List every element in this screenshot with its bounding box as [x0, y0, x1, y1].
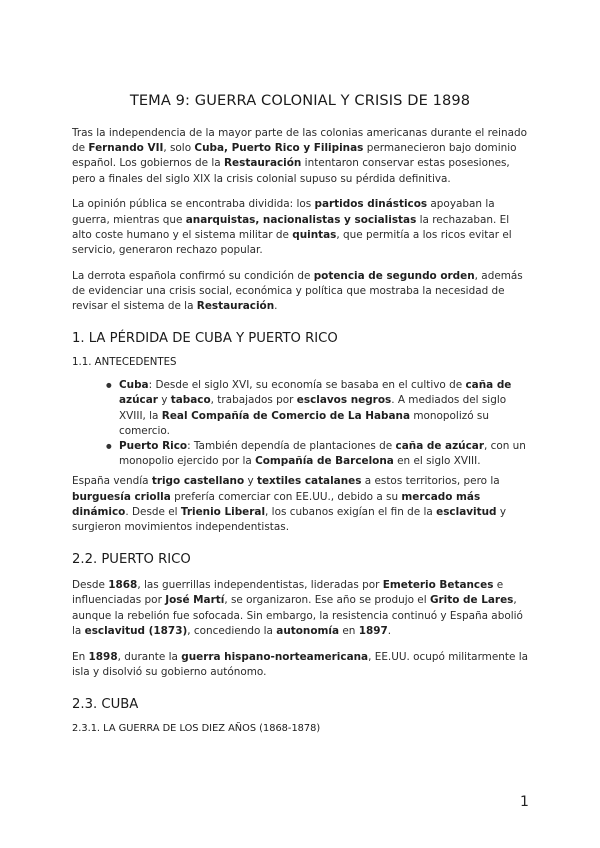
- bold-term: potencia de segundo orden: [313, 269, 475, 282]
- bold-term: esclavitud: [436, 505, 497, 518]
- bold-term: Real Compañía de Comercio de La Habana: [161, 409, 411, 422]
- bold-term: 1897: [358, 624, 388, 637]
- list-item-cuba: ● Cuba: Desde el siglo XVI, su economía se basaba en el cultivo de caña de azúcar y tabaco, trabajados por esclavos negros. A mediados del siglo XVIII, la Real Compañía de Comercio de La Habana monopolizó su comercio.: [106, 378, 528, 439]
- bold-term: autonomía: [276, 624, 340, 637]
- bold-term: burguesía criolla: [72, 490, 171, 503]
- bold-term: Grito de Lares: [429, 594, 514, 607]
- bold-term: Compañía de Barcelona: [255, 455, 394, 468]
- bold-term: trigo castellano: [151, 475, 245, 488]
- document-page: [72, 92, 528, 734]
- bold-term: caña de azúcar: [119, 379, 512, 407]
- section-1-heading: 1. LA PÉRDIDA DE CUBA Y PUERTO RICO: [72, 331, 338, 347]
- section-2-2-heading: 2.2. PUERTO RICO: [72, 552, 191, 568]
- intro-paragraph-3: La derrota española confirmó su condición de potencia de segundo orden, además de evidenciar una crisis social, económica y política que mostraba la necesidad de revisar el sistema de la Restauración.: [72, 269, 523, 313]
- antecedentes-paragraph: España vendía trigo castellano y textiles catalanes a estos territorios, pero la burguesía criolla prefería comerciar con EE.UU., debido a su mercado más dinámico. Desde el Trienio Liberal, los cubanos exigían el fin de la esclavitud y surgieron movimientos independentistas.: [72, 475, 507, 534]
- subsection-1-1-heading: 1.1. ANTECEDENTES: [72, 357, 177, 369]
- bold-term: quintas: [292, 228, 337, 241]
- bold-term: caña de azúcar: [395, 440, 484, 453]
- section-2-3-heading: 2.3. CUBA: [72, 696, 139, 712]
- page-number: 1: [520, 794, 529, 810]
- subsection-2-3-1-heading: 2.3.1. LA GUERRA DE LOS DIEZ AÑOS (1868-1878): [72, 722, 321, 734]
- bold-term: mercado más dinámico: [72, 490, 481, 518]
- antecedentes-list: [72, 378, 528, 469]
- puerto-rico-paragraph-1: Desde 1868, las guerrillas independentistas, lideradas por Emeterio Betances e influenciadas por José Martí, se organizaron. Ese año se produjo el Grito de Lares, aunque la rebelión fue sofocada. Sin embargo, la resistencia continuó y España abolió la esclavitud (1873), concediendo la autonomía en 1897.: [72, 579, 523, 637]
- bold-term: Trienio Liberal: [180, 505, 266, 518]
- bold-term: Fernando VII: [88, 142, 164, 155]
- bold-term: esclavitud (1873): [84, 624, 188, 637]
- bold-term: 1868: [108, 579, 138, 592]
- bold-term: anarquistas, nacionalistas y socialistas: [185, 213, 417, 226]
- bold-term: Puerto Rico: [119, 440, 188, 453]
- bold-term: esclavos negros: [296, 394, 392, 407]
- puerto-rico-paragraph-2: En 1898, durante la guerra hispano-norteamericana, EE.UU. ocupó militarmente la isla y disolvió su gobierno autónomo.: [72, 650, 529, 678]
- bold-term: José Martí: [165, 594, 225, 607]
- bold-term: Cuba: [119, 379, 149, 392]
- bold-term: Restauración: [196, 300, 275, 313]
- bold-term: guerra hispano-norteamericana: [181, 650, 369, 663]
- bold-term: Cuba, Puerto Rico y Filipinas: [194, 142, 364, 155]
- bold-term: 1898: [88, 650, 118, 663]
- bold-term: partidos dinásticos: [314, 198, 428, 211]
- intro-paragraph-2: La opinión pública se encontraba dividida: los partidos dinásticos apoyaban la guerra, mientras que anarquistas, nacionalistas y socialistas la rechazaban. El alto coste humano y el sistema militar de quintas, que permitía a los ricos evitar el servicio, generaron rechazo popular.: [72, 198, 512, 256]
- bold-term: Restauración: [224, 157, 302, 170]
- bold-term: Emeterio Betances: [382, 579, 494, 592]
- list-item-puerto-rico: ● Puerto Rico: También dependía de plantaciones de caña de azúcar, con un monopolio ejercido por la Compañía de Barcelona en el siglo XVIII.: [106, 439, 528, 469]
- bold-term: tabaco: [170, 394, 211, 407]
- intro-paragraph-1: Tras la independencia de la mayor parte de las colonias americanas durante el reinado de Fernando VII, solo Cuba, Puerto Rico y Filipinas permanecieron bajo dominio español. Los gobiernos de la Restauración intentaron conservar estas posesiones, pero a finales del siglo XIX la crisis colonial supuso su pérdida definitiva.: [72, 127, 527, 185]
- page-title: TEMA 9: GUERRA COLONIAL Y CRISIS DE 1898: [129, 92, 471, 109]
- bold-term: textiles catalanes: [256, 475, 362, 488]
